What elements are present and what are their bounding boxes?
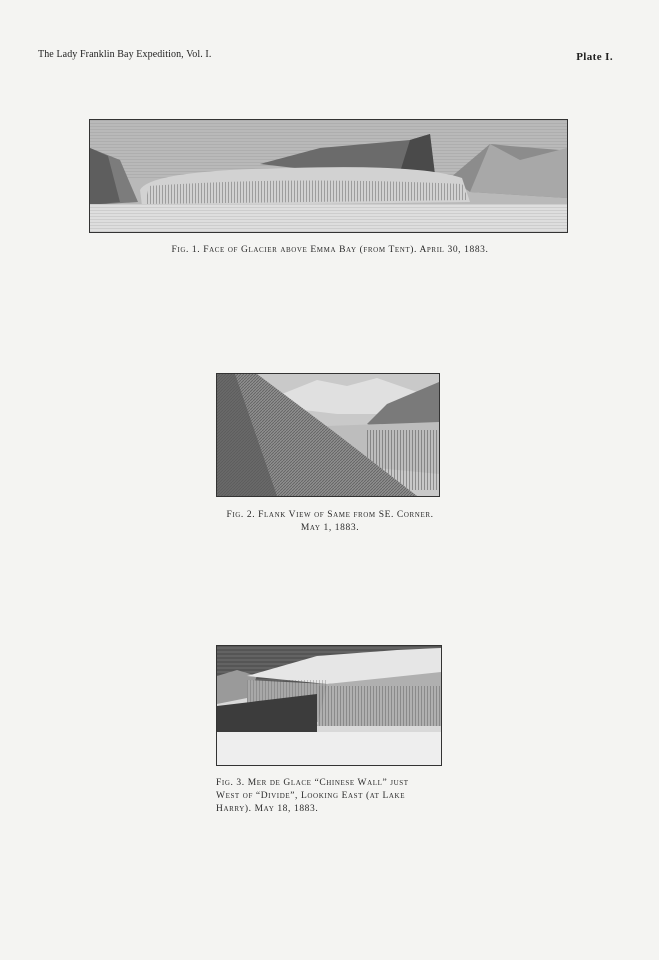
figure-2-caption xyxy=(190,509,470,535)
glacier-flank-engraving-icon xyxy=(217,374,439,496)
caption-line: Fig. 2. Flank View of Same from SE. Corner. xyxy=(226,510,434,520)
glacier-engraving-icon xyxy=(90,120,567,232)
running-head: The Lady Franklin Bay Expedition, Vol. I. xyxy=(38,49,212,60)
figure-2-illustration xyxy=(216,373,440,497)
chinese-wall-engraving-icon xyxy=(217,646,441,765)
caption-line: Fig. 3. Mer de Glace “Chinese Wall” just xyxy=(216,778,409,788)
figure-3-illustration xyxy=(216,645,442,766)
caption-line: May 1, 1883. xyxy=(300,523,360,533)
figure-1-caption xyxy=(60,244,600,257)
figure-1-illustration xyxy=(89,119,568,233)
figure-3-caption xyxy=(216,777,446,816)
plate-number: Plate I. xyxy=(576,51,613,63)
caption-line: Harry). May 18, 1883. xyxy=(216,804,319,814)
caption-line: West of “Divide”, Looking East (at Lake xyxy=(216,791,406,801)
caption-line: Fig. 1. Face of Glacier above Emma Bay (from Tent). April 30, 1883. xyxy=(171,245,489,255)
